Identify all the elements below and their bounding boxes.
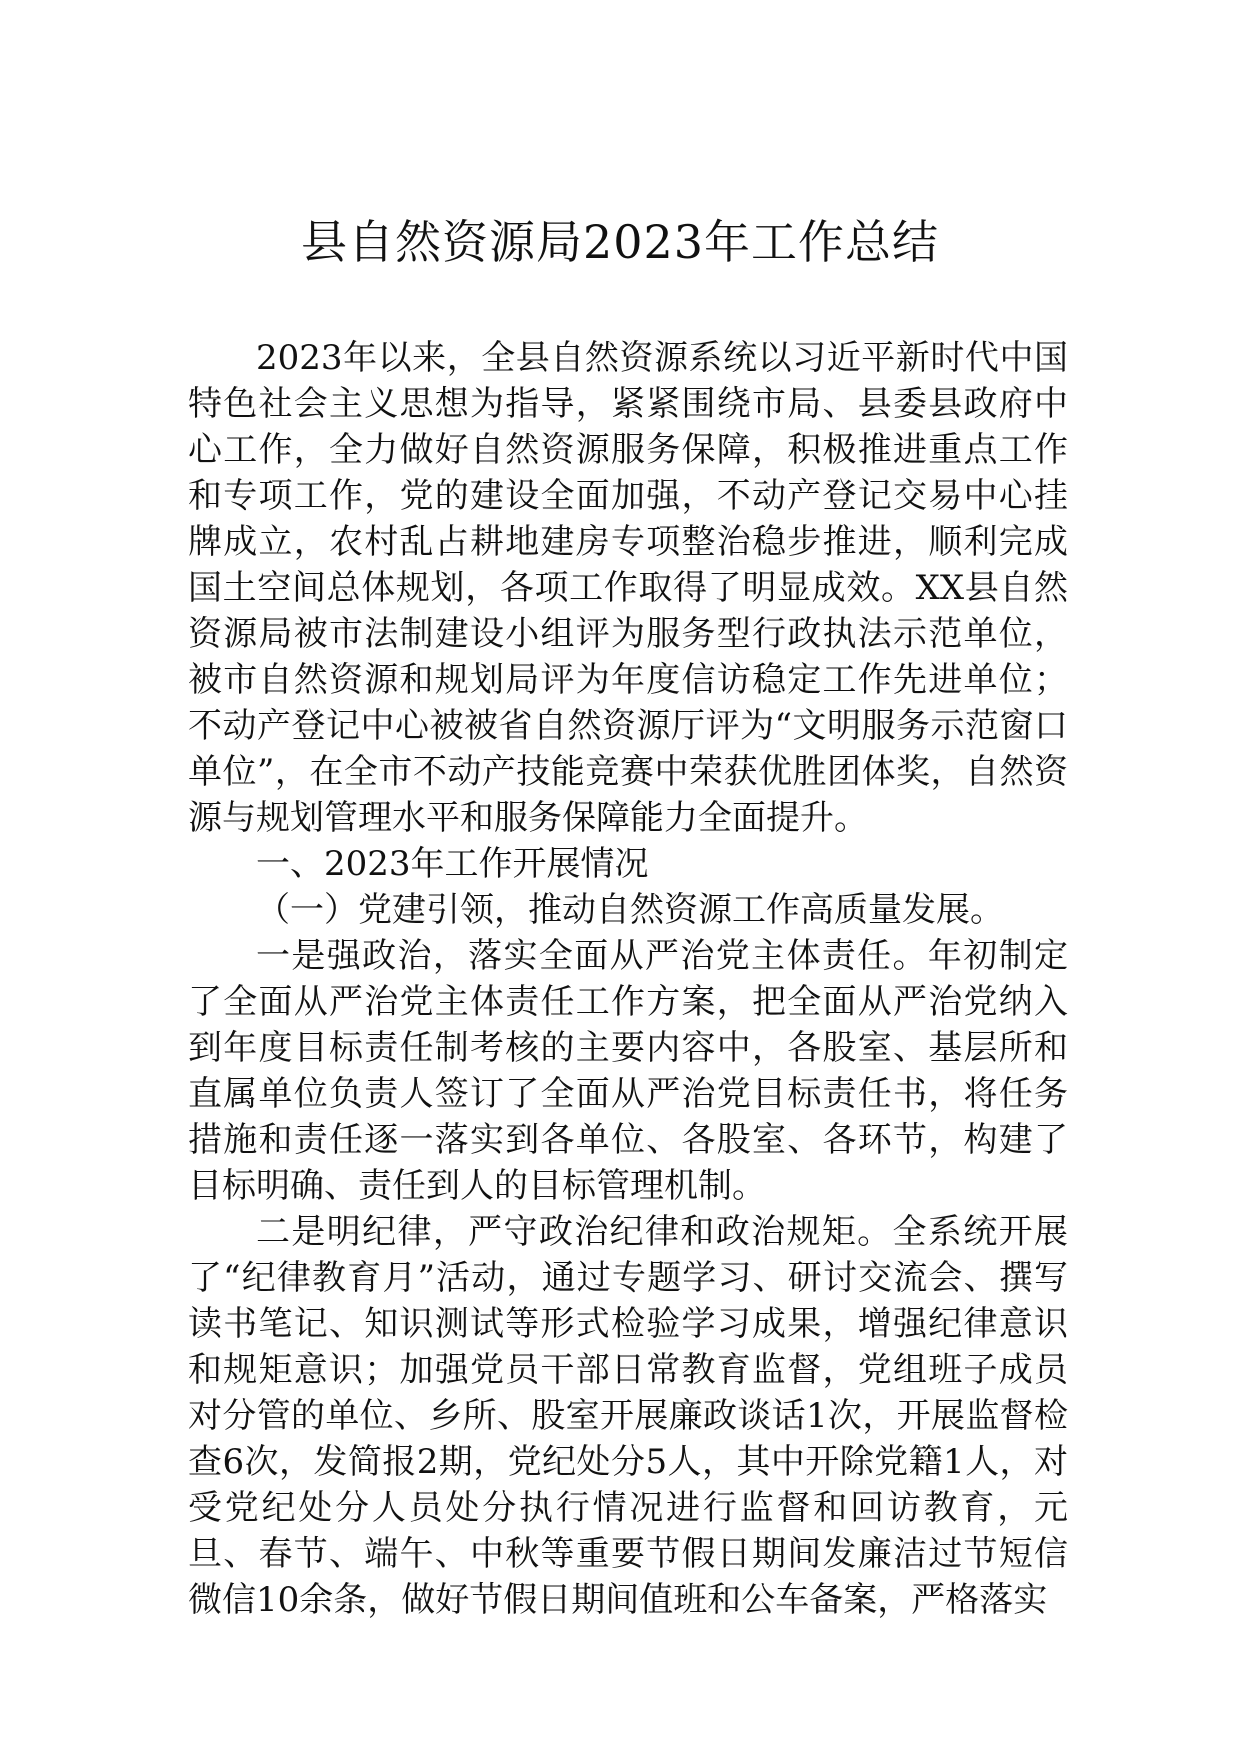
body-paragraph: 一是强政治，落实全面从严治党主体责任。年初制定了全面从严治党主体责任工作方案，把全面从严治党纳入到年度目标责任制考核的主要内容中，各股室、基层所和直属单位负责人签订了全面从严治党目标责任书，将任务措施和责任逐一落实到各单位、各股室、各环节，构建了目标明确、责任到人的目标管理机制。	[188, 936, 1068, 1206]
section-heading: 一、2023年工作开展情况	[256, 844, 649, 884]
document-body	[188, 335, 1068, 1623]
body-paragraph: 二是明纪律，严守政治纪律和政治规矩。全系统开展了“纪律教育月”活动，通过专题学习、研讨交流会、撰写读书笔记、知识测试等形式检验学习成果，增强纪律意识和规矩意识；加强党员干部日常教育监督，党组班子成员对分管的单位、乡所、股室开展廉政谈话1次，开展监督检查6次，发简报2期，党纪处分5人，其中开除党籍1人，对受党纪处分人员处分执行情况进行监督和回访教育，元旦、春节、端午、中秋等重要节假日期间发廉洁过节短信微信10余条，做好节假日期间值班和公车备案，严格落实	[188, 1212, 1068, 1620]
document-title: 县自然资源局2023年工作总结	[300, 215, 940, 269]
subsection-heading: （一）党建引领，推动自然资源工作高质量发展。	[256, 890, 1004, 930]
intro-paragraph: 2023年以来，全县自然资源系统以习近平新时代中国特色社会主义思想为指导，紧紧围绕市局、县委县政府中心工作，全力做好自然资源服务保障，积极推进重点工作和专项工作，党的建设全面加强，不动产登记交易中心挂牌成立，农村乱占耕地建房专项整治稳步推进，顺利完成国土空间总体规划，各项工作取得了明显成效。XX县自然资源局被市法制建设小组评为服务型行政执法示范单位，被市自然资源和规划局评为年度信访稳定工作先进单位；不动产登记中心被被省自然资源厅评为“文明服务示范窗口单位”，在全市不动产技能竞赛中荣获优胜团体奖，自然资源与规划管理水平和服务保障能力全面提升。	[188, 338, 1068, 838]
